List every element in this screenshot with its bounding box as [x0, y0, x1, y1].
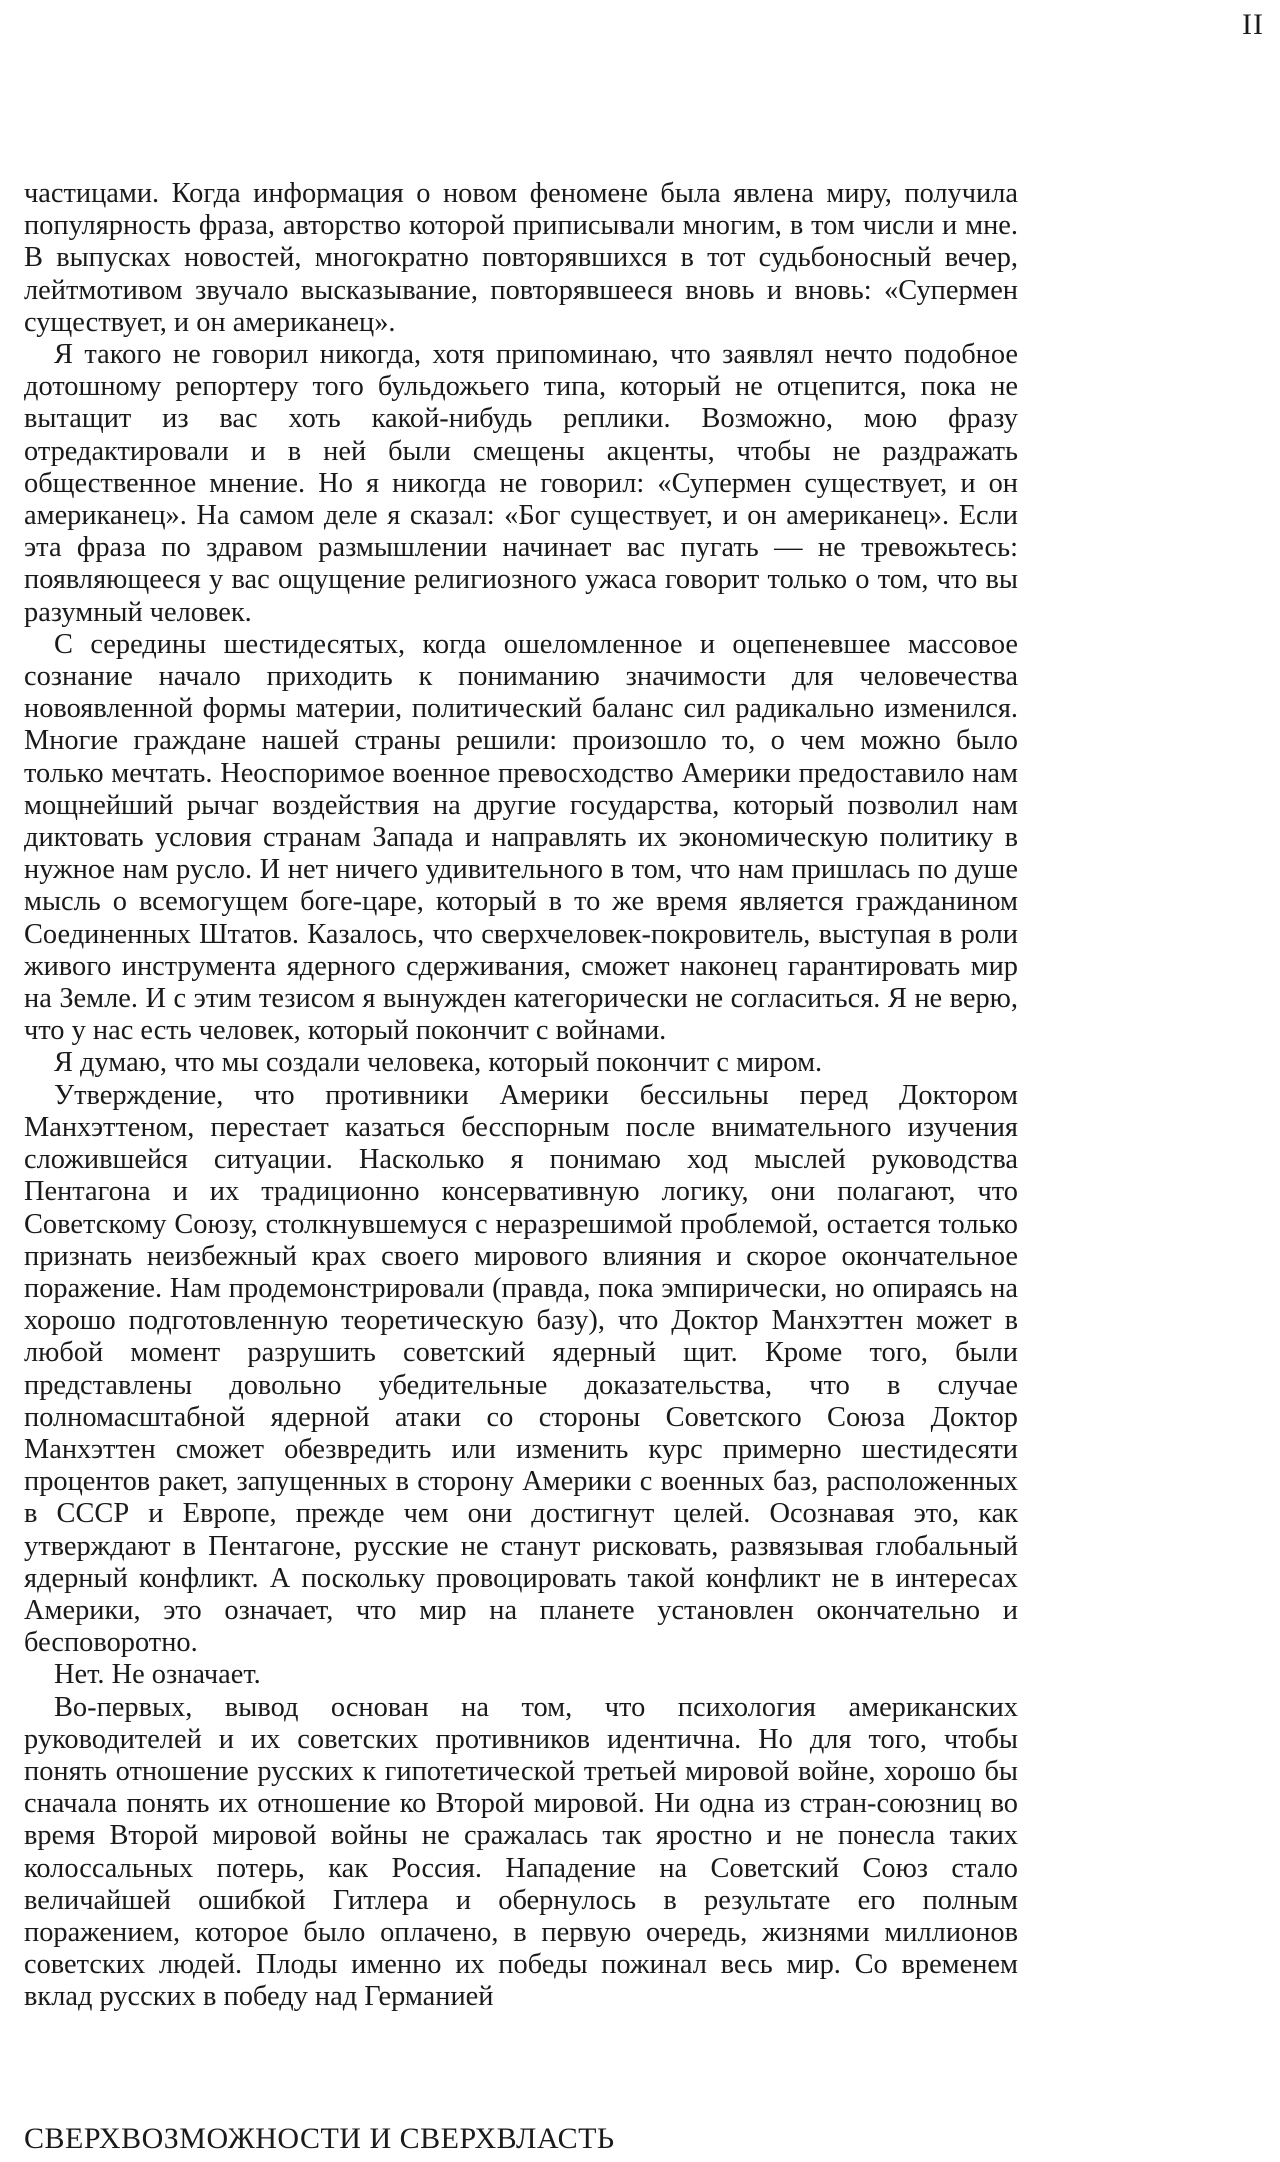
paragraph: Утверждение, что противники Америки бессильны перед Доктором Манхэттеном, перестает казаться бесспорным после внимательного изучения сложившейся ситуации. Насколько я понимаю ход мыслей руководства Пентагона и их традиционно консервативную логику, они полагают, что Советскому Союзу, столкнувшемуся с неразрешимой проблемой, остается только признать неизбежный крах своего мирового влияния и скорое окончательное поражение. Нам продемонстрировали (правда, пока эмпирически, но опираясь на хорошо подготовленную теоретическую базу), что Доктор Манхэттен может в любой момент разрушить советский ядерный щит. Кроме того, были представлены довольно убедительные доказательства, что в случае полномасштабной ядерной атаки со стороны Советского Союза Доктор Манхэттен сможет обезвредить или изменить курс примерно шестидесяти процентов ракет, запущенных в сторону Америки с военных баз, расположенных в СССР и Европе, прежде чем они достигнут целей. Осознавая это, как утверждают в Пентагоне, русские не станут рисковать, развязывая глобальный ядерный конфликт. А поскольку провоцировать такой конфликт не в интересах Америки, это означает, что мир на планете установлен окончательно и бесповоротно. — [24, 1079, 1018, 1659]
paragraph: частицами. Когда информация о новом феномене была явлена миру, получила популярность фраза, авторство которой приписывали многим, в том числи и мне. В выпусках новостей, многократно повторявшихся в тот судьбоносный вечер, лейтмотивом звучало высказывание, повторявшееся вновь и вновь: «Супермен существует, и он американец». — [24, 178, 1018, 338]
page-number: II — [1242, 8, 1264, 41]
paragraph: С середины шестидесятых, когда ошеломленное и оцепеневшее массовое сознание начало приходить к пониманию значимости для человечества новоявленной формы материи, политический баланс сил радикально изменился. Многие граждане нашей страны решили: произошло то, о чем можно было только мечтать. Неоспоримое военное превосходство Америки предоставило нам мощнейший рычаг воздействия на другие государства, который позволил нам диктовать условия странам Запада и направлять их экономическую политику в нужное нам русло. И нет ничего удивительного в том, что нам пришлась по душе мысль о всемогущем боге-царе, который в то же время является гражданином Соединенных Штатов. Казалось, что сверхчеловек-покровитель, выступая в роли живого инструмента ядерного сдерживания, сможет наконец гарантировать мир на Земле. И с этим тезисом я вынужден категорически не согласиться. Я не верю, что у нас есть человек, который покончит с войнами. — [24, 628, 1018, 1047]
paragraph: Я думаю, что мы создали человека, который покончит с миром. — [54, 1047, 823, 1079]
body-text — [24, 178, 1018, 2014]
paragraph: Я такого не говорил никогда, хотя припоминаю, что заявлял нечто подобное дотошному репортеру того бульдожьего типа, который не отцепится, пока не вытащит из вас хоть какой-нибудь реплики. Возможно, мою фразу отредактировали и в ней были смещены акценты, чтобы не раздражать общественное мнение. Но я никогда не говорил: «Супермен существует, и он американец». На самом деле я сказал: «Бог существует, и он американец». Если эта фраза по здравом размышлении начинает вас пугать — не тревожьтесь: появляющееся у вас ощущение религиозного ужаса говорит только о том, что вы разумный человек. — [24, 339, 1018, 628]
running-footer: СВЕРХВОЗМОЖНОСТИ И СВЕРХВЛАСТЬ — [24, 2122, 615, 2155]
paragraph: Во-первых, вывод основан на том, что психология американских руководителей и их советских противников идентична. Но для того, чтобы понять отношение русских к гипотетической третьей мировой войне, хорошо бы сначала понять их отношение ко Второй мировой. Ни одна из стран-союзниц во время Второй мировой войны не сражалась так яростно и не понесла таких колоссальных потерь, как Россия. Нападение на Советский Союз стало величайшей ошибкой Гитлера и обернулось в результате его полным поражением, которое было оплачено, в первую очередь, жизнями миллионов советских людей. Плоды именно их победы пожинал весь мир. Со временем вклад русских в победу над Германией — [24, 1691, 1018, 2013]
paragraph: Нет. Не означает. — [54, 1659, 261, 1691]
